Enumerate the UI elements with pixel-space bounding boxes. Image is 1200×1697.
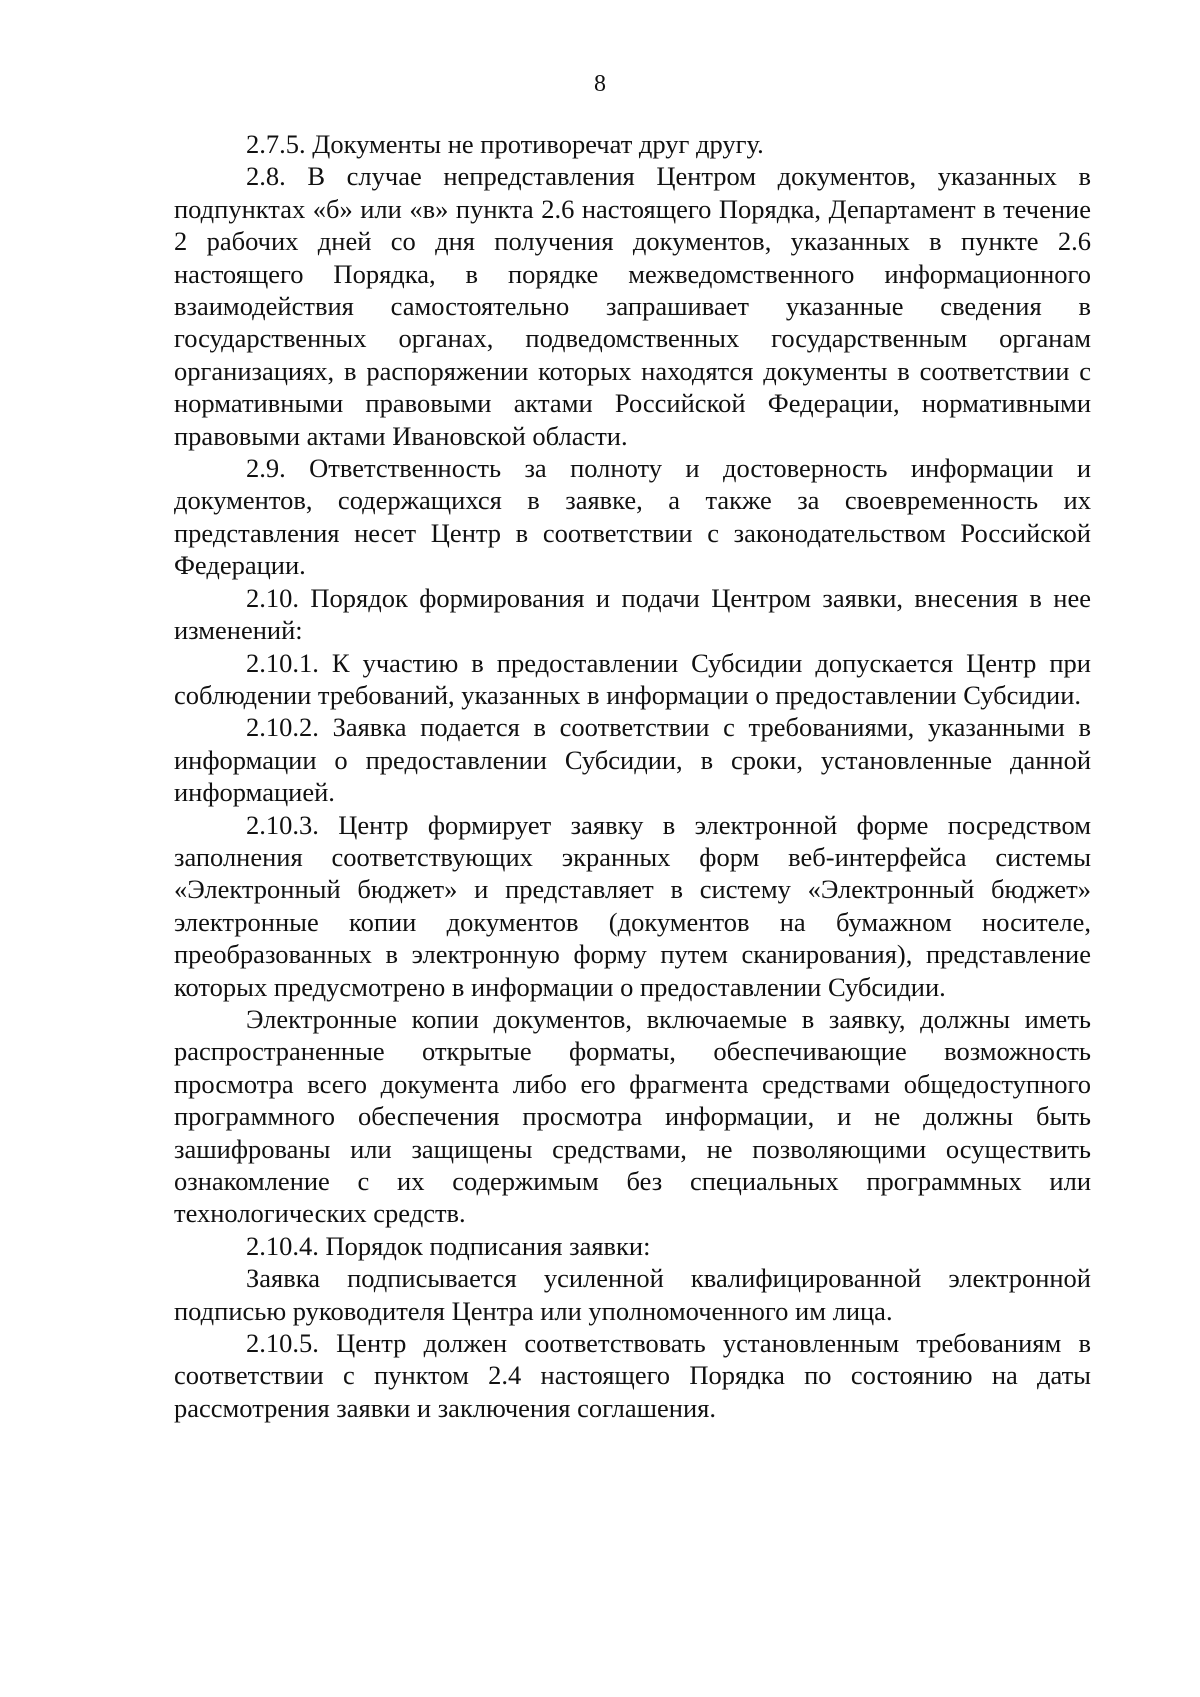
document-body bbox=[174, 128, 1091, 1424]
paragraph-2-7-5: 2.7.5. Документы не противоречат друг другу. bbox=[246, 129, 764, 159]
paragraph-2-10-5: 2.10.5. Центр должен соответствовать установленным требованиям в соответствии с пунктом 2.4 настоящего Порядка по состоянию на даты рассмотрения заявки и заключения соглашения. bbox=[174, 1328, 1091, 1423]
paragraph-electronic-copies: Электронные копии документов, включаемые в заявку, должны иметь распространенные открытые форматы, обеспечивающие возможность просмотра всего документа либо его фрагмента средствами общедоступного программного обеспечения просмотра информации, и не должны быть зашифрованы или защищены средствами, не позволяющими осуществить ознакомление с их содержимым без специальных программных или технологических средств. bbox=[174, 1003, 1091, 1229]
paragraph-2-10-1: 2.10.1. К участию в предоставлении Субсидии допускается Центр при соблюдении требований, указанных в информации о предоставлении Субсидии. bbox=[174, 647, 1091, 710]
page-number: 8 bbox=[594, 71, 606, 97]
paragraph-2-9: 2.9. Ответственность за полноту и достоверность информации и документов, содержащихся в заявке, а также за своевременность их представления несет Центр в соответствии с законодательством Российской Федерации. bbox=[174, 453, 1091, 581]
paragraph-2-10-2: 2.10.2. Заявка подается в соответствии с требованиями, указанными в информации о предоставлении Субсидии, в сроки, установленные данной информацией. bbox=[174, 712, 1091, 808]
paragraph-signature: Заявка подписывается усиленной квалифицированной электронной подписью руководителя Центра или уполномоченного им лица. bbox=[174, 1263, 1091, 1326]
paragraph-2-10-4: 2.10.4. Порядок подписания заявки: bbox=[246, 1230, 651, 1261]
paragraph-2-10-3: 2.10.3. Центр формирует заявку в электронной форме посредством заполнения соответствующих экранных форм веб-интерфейса системы «Электронный бюджет» и представляет в систему «Электронный бюджет» электронные копии документов (документов на бумажном носителе, преобразованных в электронную форму путем сканирования), представление которых предусмотрено в информации о предоставлении Субсидии. bbox=[174, 809, 1091, 1002]
paragraph-2-10: 2.10. Порядок формирования и подачи Центром заявки, внесения в нее изменений: bbox=[174, 582, 1091, 646]
paragraph-2-8: 2.8. В случае непредставления Центром документов, указанных в подпунктах «б» или «в» пункта 2.6 настоящего Порядка, Департамент в течение 2 рабочих дней со дня получения документов, указанных в пункте 2.6 настоящего Порядка, в порядке межведомственного информационного взаимодействия самостоятельно запрашивает указанные сведения в государственных органах, подведомственных государственным органам организациях, в распоряжении которых находятся документы в соответствии с нормативными правовыми актами Российской Федерации, нормативными правовыми актами Ивановской области. bbox=[174, 161, 1091, 451]
